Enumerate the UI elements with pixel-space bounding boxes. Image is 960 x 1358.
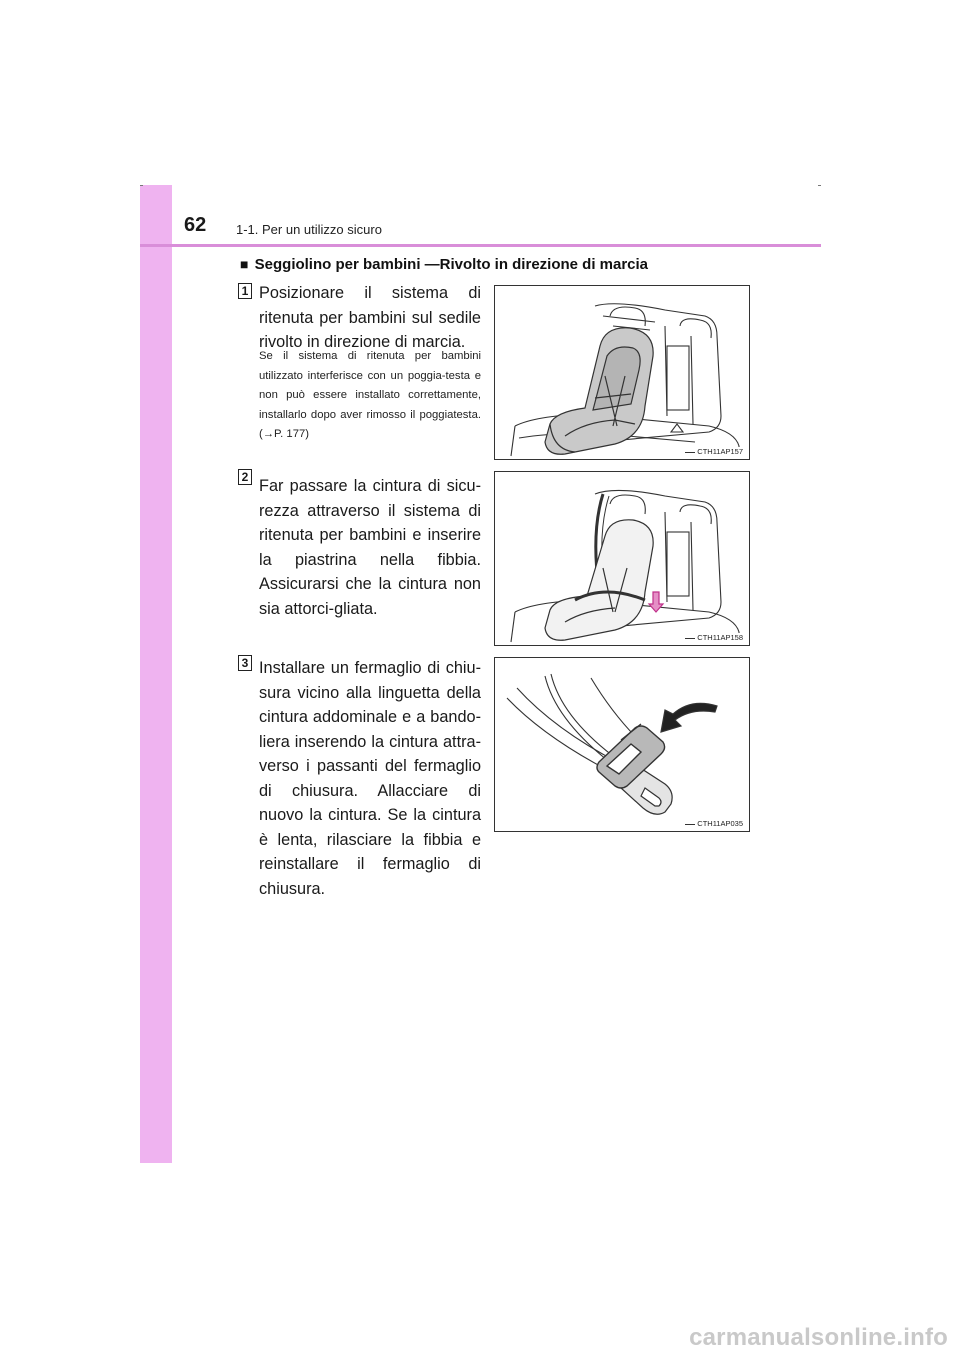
crop-mark-left (140, 185, 143, 186)
section-title: 1-1. Per un utilizzo sicuro (236, 222, 382, 237)
step-number-2: 2 (238, 469, 252, 485)
crop-mark-right (818, 185, 821, 186)
figure-code-3: CTH11AP035 (697, 819, 743, 828)
page-number: 62 (184, 214, 207, 236)
figure-code-line (685, 638, 695, 639)
header-rule (140, 244, 821, 247)
figure-code-2: CTH11AP158 (697, 633, 743, 642)
watermark: carmanualsonline.info (689, 1324, 948, 1351)
step-1-text: Posizionare il sistema di ritenuta per bambini sul sedile rivolto in direzione di marcia. (259, 284, 481, 351)
figure-code-line (685, 824, 695, 825)
locking-clip-illustration (495, 658, 750, 832)
belt-routing-illustration (495, 472, 750, 646)
figure-child-seat-forward (494, 285, 750, 460)
child-seat-illustration (495, 286, 750, 460)
step-2-text: Far passare la cintura di sicu-rezza attraverso il sistema di ritenuta per bambini e inserire la piastrina nella fibbia. Assicurarsi che la cintura non sia attorci-gliata. (259, 477, 481, 618)
square-bullet-icon: ■ (240, 256, 249, 272)
step-number-3: 3 (238, 655, 252, 671)
step-1-note: Se il sistema di ritenuta per bambini utilizzato interferisce con un poggia-testa e non può essere installato correttamente, installarlo dopo aver rimosso il poggiatesta. (→P. 177) (259, 350, 481, 440)
figure-code-1: CTH11AP157 (697, 447, 743, 456)
figure-belt-through-seat (494, 471, 750, 646)
subheading-text: Seggiolino per bambini —Rivolto in direzione di marcia (254, 256, 649, 273)
step-number-1: 1 (238, 283, 252, 299)
subheading (240, 256, 648, 273)
chapter-sidebar-tab (140, 185, 172, 1163)
step-3-text: Installare un fermaglio di chiu-sura vicino alla linguetta della cintura addominale e a bando-liera inserendo la cintura attra-verso i passanti del fermaglio di chiusura. Allacciare di nuovo la cintura. Se la cintura è lenta, rilasciare la fibbia e reinstallare il fermaglio di chiusura. (259, 659, 481, 898)
figure-locking-clip (494, 657, 750, 832)
figure-code-line (685, 452, 695, 453)
